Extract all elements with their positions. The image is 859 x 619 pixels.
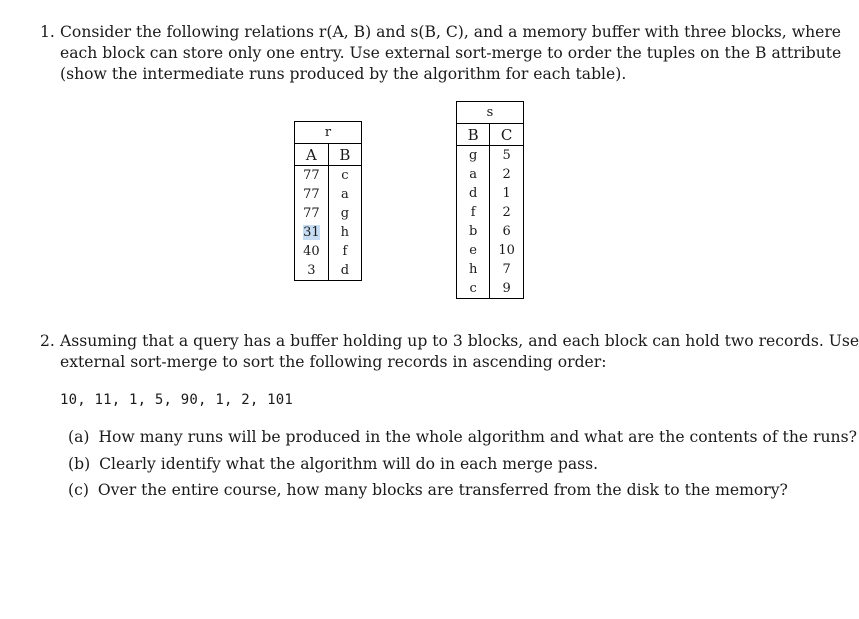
table-cell: 7 [490, 260, 524, 279]
table-cell: 1 [490, 184, 524, 203]
table-cell: e [457, 241, 490, 260]
table-row [295, 261, 362, 281]
table-s-header-b: B [457, 124, 490, 146]
question-1-line-2: each block can store only one entry. Use external sort-merge to order the tuples on the B attribute [60, 44, 842, 62]
table-row [457, 222, 524, 241]
table-cell: a [457, 165, 490, 184]
table-cell: 77 [295, 166, 329, 186]
table-cell: b [457, 222, 490, 241]
table-cell: f [328, 242, 361, 261]
part-a-label: (a) [68, 428, 90, 446]
question-2-line-2: external sort-merge to sort the following records in ascending order: [60, 353, 607, 371]
part-b-label: (b) [68, 455, 91, 473]
table-s-title: s [457, 102, 524, 124]
table-cell: a [328, 185, 361, 204]
table-cell: 2 [490, 165, 524, 184]
table-cell: 5 [490, 146, 524, 166]
part-c-label: (c) [68, 481, 89, 499]
table-cell: 6 [490, 222, 524, 241]
table-row [457, 203, 524, 222]
records-list: 10, 11, 1, 5, 90, 1, 2, 101 [60, 392, 293, 408]
table-row [457, 260, 524, 279]
part-b-text: Clearly identify what the algorithm will do in each merge pass. [99, 455, 599, 473]
table-cell: 2 [490, 203, 524, 222]
table-r-header-a: A [295, 144, 329, 166]
part-c-text: Over the entire course, how many blocks are transferred from the disk to the memory? [97, 481, 788, 499]
part-c [68, 481, 788, 499]
table-r [294, 121, 362, 281]
table-row [295, 204, 362, 223]
part-a [68, 428, 857, 446]
table-row [295, 185, 362, 204]
table-cell: 9 [490, 279, 524, 299]
table-cell: h [457, 260, 490, 279]
table-row [295, 166, 362, 186]
table-cell: 3 [295, 261, 329, 281]
table-cell: h [328, 223, 361, 242]
part-b [68, 455, 598, 473]
table-row [457, 165, 524, 184]
table-r-title: r [295, 122, 362, 144]
table-r-header-b: B [328, 144, 361, 166]
table-cell: c [328, 166, 361, 186]
part-a-text: How many runs will be produced in the whole algorithm and what are the contents of the runs? [98, 428, 857, 446]
table-cell: 77 [295, 185, 329, 204]
table-cell: d [328, 261, 361, 281]
table-cell: 10 [490, 241, 524, 260]
table-cell: c [457, 279, 490, 299]
question-1-number: 1. [40, 23, 55, 41]
table-s-header-c: C [490, 124, 524, 146]
table-cell: g [457, 146, 490, 166]
table-row [457, 241, 524, 260]
table-row [457, 184, 524, 203]
table-s [456, 101, 524, 299]
question-1-line-1: Consider the following relations r(A, B) and s(B, C), and a memory buffer with three blocks, where [60, 23, 842, 41]
question-1-line-3: (show the intermediate runs produced by the algorithm for each table). [60, 65, 627, 83]
table-cell: g [328, 204, 361, 223]
table-row [295, 223, 362, 242]
table-row [457, 146, 524, 166]
table-cell: 40 [295, 242, 329, 261]
table-cell: 77 [295, 204, 329, 223]
table-cell: f [457, 203, 490, 222]
table-row [295, 242, 362, 261]
table-cell: d [457, 184, 490, 203]
question-2-line-1: Assuming that a query has a buffer holding up to 3 blocks, and each block can hold two records. Use [60, 332, 859, 350]
selection-highlight: 31 [303, 225, 320, 240]
table-cell-highlighted [295, 223, 329, 242]
table-row [457, 279, 524, 299]
question-2-number: 2. [40, 332, 55, 350]
